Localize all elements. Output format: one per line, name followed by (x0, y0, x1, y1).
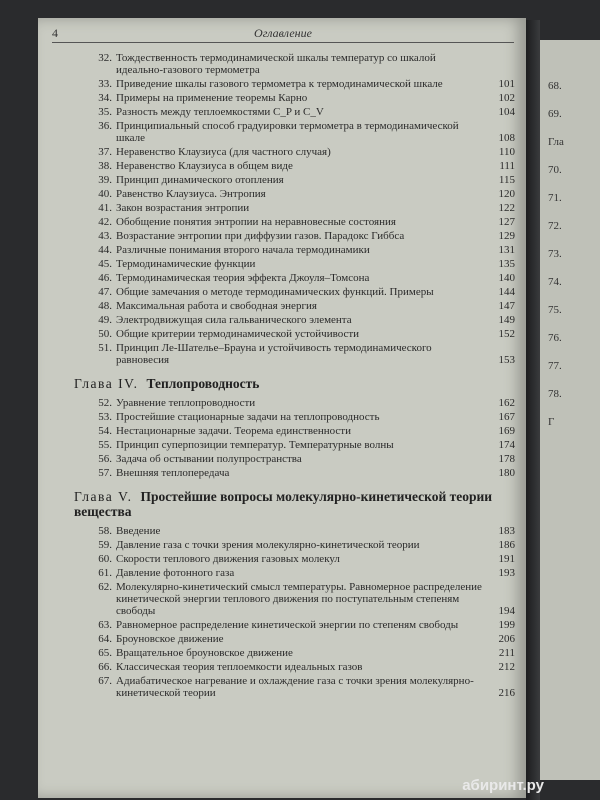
chapter-title: Теплопроводность (146, 376, 260, 391)
toc-entry (60, 272, 515, 284)
toc-entry (60, 244, 515, 256)
facing-page-fragment: 69. (548, 108, 562, 120)
entry-title: Неравенство Клаузиуса в общем виде (116, 160, 293, 172)
toc-entry (60, 328, 515, 340)
entry-number: 66. (98, 661, 112, 673)
entry-page: 206 (498, 633, 515, 645)
facing-page-fragment: 70. (548, 164, 562, 176)
page-header (52, 26, 514, 43)
entry-page: 149 (498, 314, 515, 326)
entry-title: Простейшие стационарные задачи на теплопроводность (116, 411, 380, 423)
toc-entry (60, 174, 515, 186)
entry-title: Введение (116, 525, 161, 537)
entry-title: Молекулярно-кинетический смысл температуры. Равномерное распределение кинетической энергии теплового движения по поступательным степеням свободы (116, 581, 482, 617)
entry-page: 211 (498, 647, 515, 659)
entry-page: 120 (498, 188, 515, 200)
entry-page: 186 (498, 539, 515, 551)
entry-page: 162 (498, 397, 515, 409)
toc-entry (60, 539, 515, 551)
entry-title: Броуновское движение (116, 633, 224, 645)
entry-title: Принцип суперпозиции температур. Температурные волны (116, 439, 394, 451)
facing-page-fragment: 71. (548, 192, 562, 204)
entry-number: 55. (98, 439, 112, 451)
entry-page: 191 (498, 553, 515, 565)
entry-title: Давление фотонного газа (116, 567, 235, 579)
entry-title: Различные понимания второго начала термодинамики (116, 244, 370, 256)
entry-number: 56. (98, 453, 112, 465)
entry-page: 178 (498, 453, 515, 465)
entry-number: 64. (98, 633, 112, 645)
entry-title: Термодинамическая теория эффекта Джоуля–Томсона (116, 272, 370, 284)
facing-page-fragment: 68. (548, 80, 562, 92)
entry-number: 47. (98, 286, 112, 298)
entry-number: 58. (98, 525, 112, 537)
entry-page: 108 (498, 132, 515, 144)
entry-number: 59. (98, 539, 112, 551)
entry-number: 48. (98, 300, 112, 312)
entry-title: Адиабатическое нагревание и охлаждение газа с точки зрения молекулярно-кинетической теории (116, 675, 474, 699)
entry-title: Возрастание энтропии при диффузии газов. Парадокс Гиббса (116, 230, 405, 242)
toc-entry (60, 525, 515, 537)
entry-page: 216 (498, 687, 515, 699)
entry-page: 212 (498, 661, 515, 673)
entry-title: Давление газа с точки зрения молекулярно-кинетической теории (116, 539, 420, 551)
entry-page: 102 (498, 92, 515, 104)
entry-page: 101 (498, 78, 515, 90)
toc-entry (60, 633, 515, 645)
entry-page: 152 (498, 328, 515, 340)
entry-title: Вращательное броуновское движение (116, 647, 293, 659)
entry-title: Приведение шкалы газового термометра к термодинамической шкале (116, 78, 443, 90)
entry-number: 57. (98, 467, 112, 479)
facing-page-fragment: 74. (548, 276, 562, 288)
entry-number: 39. (98, 174, 112, 186)
entry-title: Тождественность термодинамической шкалы температур со шкалой идеально-газового термометра (116, 52, 436, 76)
toc-entry (60, 675, 515, 699)
entry-title: Разность между теплоемкостями C_P и C_V (116, 106, 324, 118)
toc-entry (60, 160, 515, 172)
entry-number: 32. (98, 52, 112, 64)
entry-page: 122 (498, 202, 515, 214)
facing-page-fragment: 77. (548, 360, 562, 372)
entry-number: 37. (98, 146, 112, 158)
entry-number: 62. (98, 581, 112, 593)
toc-entry (60, 106, 515, 118)
toc-entry (60, 300, 515, 312)
toc-entry (60, 286, 515, 298)
entry-title: Равенство Клаузиуса. Энтропия (116, 188, 266, 200)
table-of-contents (60, 50, 515, 701)
entry-title: Закон возрастания энтропии (116, 202, 250, 214)
entry-number: 53. (98, 411, 112, 423)
entry-title: Общие критерии термодинамической устойчивости (116, 328, 360, 340)
chapter-label: Глава V. (74, 489, 133, 504)
entry-title: Общие замечания о методе термодинамических функций. Примеры (116, 286, 434, 298)
facing-page-fragment: Гла (548, 136, 564, 148)
toc-entry (60, 397, 515, 409)
entry-number: 40. (98, 188, 112, 200)
entry-number: 65. (98, 647, 112, 659)
entry-title: Задача об остывании полупространства (116, 453, 302, 465)
entry-title: Скорости теплового движения газовых молекул (116, 553, 340, 565)
toc-entry (60, 120, 515, 144)
entry-page: 131 (498, 244, 515, 256)
entry-number: 41. (98, 202, 112, 214)
entry-title: Уравнение теплопроводности (116, 397, 256, 409)
facing-page-fragment: Г (548, 416, 555, 428)
toc-entry (60, 342, 515, 366)
toc-entry (60, 78, 515, 90)
entry-number: 38. (98, 160, 112, 172)
entry-page: 147 (498, 300, 515, 312)
entry-title: Классическая теория теплоемкости идеальных газов (116, 661, 363, 673)
toc-entry (60, 146, 515, 158)
entry-number: 61. (98, 567, 112, 579)
entry-page: 153 (498, 354, 515, 366)
entry-page: 174 (498, 439, 515, 451)
entry-number: 49. (98, 314, 112, 326)
page-title: Оглавление (254, 26, 312, 40)
chapter-title: Простейшие вопросы молекулярно-кинетической теории вещества (74, 489, 493, 519)
toc-entry (60, 647, 515, 659)
toc-entry (60, 453, 515, 465)
entry-title: Электродвижущая сила гальванического элемента (116, 314, 352, 326)
facing-page (540, 40, 600, 780)
watermark: абиринт.ру (462, 777, 544, 794)
book-gutter (526, 20, 540, 800)
entry-number: 46. (98, 272, 112, 284)
toc-entry (60, 567, 515, 579)
toc-entry (60, 314, 515, 326)
toc-entry (60, 188, 515, 200)
entry-title: Термодинамические функции (116, 258, 256, 270)
toc-entry (60, 581, 515, 617)
toc-entry (60, 411, 515, 423)
facing-page-fragment: 73. (548, 248, 562, 260)
entry-title: Принцип Ле-Шателье–Брауна и устойчивость термодинамического равновесия (116, 342, 432, 366)
chapter-heading (74, 376, 515, 391)
entry-title: Принцип динамического отопления (116, 174, 284, 186)
entry-page: 127 (498, 216, 515, 228)
entry-page: 194 (498, 605, 515, 617)
entry-page: 110 (498, 146, 515, 158)
entry-title: Неравенство Клаузиуса (для частного случая) (116, 146, 331, 158)
entry-number: 50. (98, 328, 112, 340)
facing-page-fragment: 72. (548, 220, 562, 232)
entry-title: Нестационарные задачи. Теорема единственности (116, 425, 351, 437)
entry-page: 115 (498, 174, 515, 186)
entry-number: 43. (98, 230, 112, 242)
entry-page: 180 (498, 467, 515, 479)
entry-number: 34. (98, 92, 112, 104)
entry-page: 111 (499, 160, 515, 172)
entry-number: 51. (98, 342, 112, 354)
entry-page: 135 (498, 258, 515, 270)
facing-page-fragment: 75. (548, 304, 562, 316)
entry-number: 36. (98, 120, 112, 132)
facing-page-fragment: 76. (548, 332, 562, 344)
toc-entry (60, 92, 515, 104)
toc-entry (60, 553, 515, 565)
entry-title: Максимальная работа и свободная энергия (116, 300, 317, 312)
toc-entry (60, 230, 515, 242)
entry-number: 67. (98, 675, 112, 687)
entry-page: 140 (498, 272, 515, 284)
toc-entry (60, 467, 515, 479)
entry-number: 42. (98, 216, 112, 228)
entry-title: Внешняя теплопередача (116, 467, 230, 479)
toc-entry (60, 661, 515, 673)
toc-entry (60, 439, 515, 451)
toc-entry (60, 52, 515, 76)
entry-title: Принципиальный способ градуировки термометра в термодинамической шкале (116, 120, 459, 144)
toc-entry (60, 425, 515, 437)
entry-page: 199 (498, 619, 515, 631)
entry-number: 60. (98, 553, 112, 565)
toc-entry (60, 202, 515, 214)
entry-page: 193 (498, 567, 515, 579)
entry-number: 63. (98, 619, 112, 631)
entry-page: 129 (498, 230, 515, 242)
entry-title: Обобщение понятия энтропии на неравновесные состояния (116, 216, 396, 228)
entry-page: 167 (498, 411, 515, 423)
entry-number: 52. (98, 397, 112, 409)
entry-page: 183 (498, 525, 515, 537)
toc-entry (60, 258, 515, 270)
entry-number: 35. (98, 106, 112, 118)
chapter-heading (74, 489, 515, 519)
entry-number: 33. (98, 78, 112, 90)
entry-number: 54. (98, 425, 112, 437)
entry-number: 44. (98, 244, 112, 256)
entry-page: 169 (498, 425, 515, 437)
entry-page: 144 (498, 286, 515, 298)
entry-page: 104 (498, 106, 515, 118)
facing-page-fragment: 78. (548, 388, 562, 400)
chapter-label: Глава IV. (74, 376, 139, 391)
entry-title: Примеры на применение теоремы Карно (116, 92, 308, 104)
entry-title: Равномерное распределение кинетической энергии по степеням свободы (116, 619, 459, 631)
entry-number: 45. (98, 258, 112, 270)
toc-entry (60, 619, 515, 631)
toc-entry (60, 216, 515, 228)
page-number: 4 (52, 26, 58, 40)
